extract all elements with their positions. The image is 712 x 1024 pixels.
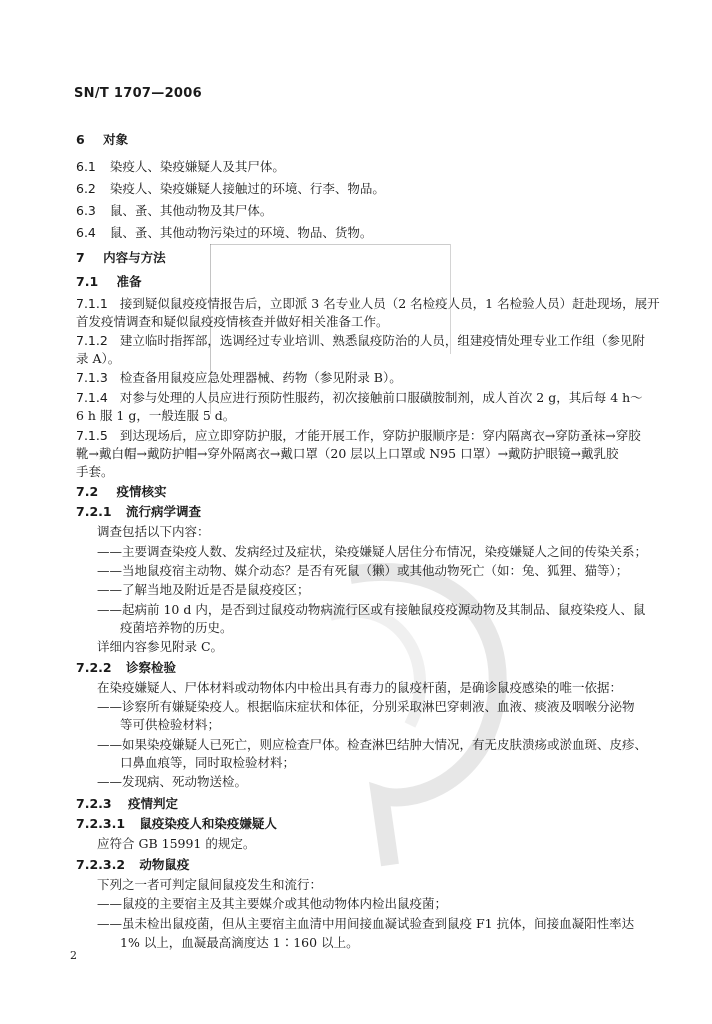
clause-text: 建立临时指挥部，选调经过专业培训、熟悉鼠疫防治的人员，组建疫情处理专业工作组（参见附 xyxy=(119,333,645,348)
clause-7-2-2-bullet2-line1: ——如果染疫嫌疑人已死亡，则应检查尸体。检查淋巴结肿大情况，有无皮肤溃疡或淤血斑、皮疹、 xyxy=(97,737,648,752)
clause-text: 染疫人、染疫嫌疑人接触过的环境、行李、物品。 xyxy=(109,181,385,196)
section-7-2-3-1-heading xyxy=(76,816,277,832)
heading-number: 7.2.2 xyxy=(76,660,112,675)
section-7-2-heading xyxy=(76,484,167,500)
page-number: 2 xyxy=(70,949,77,962)
heading-number: 7.2.3 xyxy=(76,796,112,811)
heading-number: 7 xyxy=(76,250,85,265)
heading-text: 内容与方法 xyxy=(103,250,166,265)
heading-number: 7.2 xyxy=(76,484,99,499)
clause-7-2-3-2-bullet2-line1: ——虽未检出鼠疫菌，但从主要宿主血清中用间接血凝试验查到鼠疫 F1 抗体，间接血凝阳性率达 xyxy=(97,916,635,931)
scan-artifact-line xyxy=(210,244,450,245)
clause-number: 6.1 xyxy=(76,159,96,174)
section-7-2-1-heading xyxy=(76,504,201,520)
standard-number: SN/T 1707—2006 xyxy=(74,86,202,101)
heading-text: 准备 xyxy=(116,274,142,289)
heading-number: 7.2.3.1 xyxy=(76,816,126,831)
heading-number: 7.2.3.2 xyxy=(76,857,126,872)
heading-text: 鼠疫染疫人和染疫嫌疑人 xyxy=(139,816,277,831)
clause-text: 接到疑似鼠疫疫情报告后，立即派 3 名专业人员（2 名检疫人员，1 名检验人员）赶赴现场，展开 xyxy=(119,296,660,311)
clause-text: 对参与处理的人员应进行预防性服药，初次接触前口服磺胺制剂，成人首次 2 g，其后每 4 h～ xyxy=(119,390,643,405)
clause-7-1-5-line2: 靴→戴白帽→戴防护帽→穿外隔离衣→戴口罩（20 层以上口罩或 N95 口罩）→戴防护眼镜→戴乳胶 xyxy=(76,446,619,461)
clause-number: 7.1.2 xyxy=(76,333,108,348)
clause-number: 7.1.1 xyxy=(76,296,108,311)
clause-7-2-1-outro: 详细内容参见附录 C。 xyxy=(97,639,224,654)
section-7-1-heading xyxy=(76,274,142,290)
clause-7-2-3-1-text: 应符合 GB 15991 的规定。 xyxy=(97,836,256,851)
item-6-3 xyxy=(76,203,272,219)
clause-7-2-3-2-intro: 下列之一者可判定鼠间鼠疫发生和流行： xyxy=(97,877,323,892)
clause-7-1-1-line2: 首发疫情调查和疑似鼠疫疫情核查并做好相关准备工作。 xyxy=(76,314,389,329)
clause-number: 7.1.3 xyxy=(76,370,108,385)
clause-text: 鼠、蚤、其他动物污染过的环境、物品、货物。 xyxy=(109,225,373,240)
clause-text: 染疫人、染疫嫌疑人及其尸体。 xyxy=(109,159,285,174)
section-7-2-3-heading xyxy=(76,796,178,812)
clause-7-2-2-bullet2-line2: 口鼻血痕等，同时取检验材料； xyxy=(120,755,296,770)
clause-number: 6.3 xyxy=(76,203,96,218)
clause-7-2-2-bullet3: ——发现病、死动物送检。 xyxy=(97,774,248,789)
clause-number: 7.1.5 xyxy=(76,428,108,443)
item-6-4 xyxy=(76,225,372,241)
heading-text: 对象 xyxy=(103,132,129,147)
clause-7-1-4-line2: 6 h 服 1 g，一般连服 5 d。 xyxy=(76,408,236,423)
clause-number: 6.2 xyxy=(76,181,96,196)
clause-7-1-4-line1 xyxy=(76,390,643,406)
clause-7-1-5-line3: 手套。 xyxy=(76,464,114,479)
clause-7-2-3-2-bullet2-line2: 1% 以上，血凝最高滴度达 1∶160 以上。 xyxy=(120,935,359,950)
heading-text: 动物鼠疫 xyxy=(139,857,190,872)
heading-number: 7.2.1 xyxy=(76,504,112,519)
clause-7-1-1-line1 xyxy=(76,296,660,312)
heading-text: 流行病学调查 xyxy=(125,504,201,519)
clause-7-2-1-intro: 调查包括以下内容： xyxy=(97,524,210,539)
clause-7-2-1-bullet4-line2: 疫菌培养物的历史。 xyxy=(120,620,233,635)
item-6-2 xyxy=(76,181,385,197)
heading-number: 7.1 xyxy=(76,274,99,289)
heading-text: 诊察检验 xyxy=(125,660,176,675)
clause-7-1-2-line2: 录 A）。 xyxy=(76,351,121,366)
clause-text: 鼠、蚤、其他动物及其尸体。 xyxy=(109,203,273,218)
heading-text: 疫情判定 xyxy=(127,796,178,811)
clause-text: 检查备用鼠疫应急处理器械、药物（参见附录 B）。 xyxy=(119,370,402,385)
heading-text: 疫情核实 xyxy=(116,484,167,499)
clause-7-2-2-bullet1-line2: 等可供检验材料； xyxy=(120,717,221,732)
clause-number: 7.1.4 xyxy=(76,390,108,405)
clause-7-2-2-bullet1-line1: ——诊察所有嫌疑染疫人。根据临床症状和体征，分别采取淋巴穿刺液、血液、痰液及咽喉分泌物 xyxy=(97,699,635,714)
section-7-heading xyxy=(76,250,166,266)
item-6-1 xyxy=(76,159,285,175)
clause-7-1-3 xyxy=(76,370,402,386)
clause-7-2-1-bullet1: ——主要调查染疫人数、发病经过及症状，染疫嫌疑人居住分布情况，染疫嫌疑人之间的传染关系； xyxy=(97,544,648,559)
heading-number: 6 xyxy=(76,132,85,147)
clause-7-2-3-2-bullet1: ——鼠疫的主要宿主及其主要媒介或其他动物体内检出鼠疫菌； xyxy=(97,896,448,911)
section-6-heading xyxy=(76,132,128,148)
section-7-2-3-2-heading xyxy=(76,857,189,873)
clause-text: 到达现场后，应立即穿防护服，才能开展工作，穿防护服顺序是：穿内隔离衣→穿防蚤袜→穿胶 xyxy=(119,428,641,443)
clause-7-2-1-bullet2: ——当地鼠疫宿主动物、媒介动态？是否有死鼠（獭）或其他动物死亡（如：兔、狐狸、猫等）； xyxy=(97,563,629,578)
clause-7-2-1-bullet4-line1: ——起病前 10 d 内，是否到过鼠疫动物病流行区或有接触鼠疫疫源动物及其制品、鼠疫染疫人、鼠 xyxy=(97,602,646,617)
clause-7-2-1-bullet3: ——了解当地及附近是否是鼠疫疫区； xyxy=(97,582,310,597)
clause-7-1-5-line1 xyxy=(76,428,641,444)
clause-number: 6.4 xyxy=(76,225,96,240)
section-7-2-2-heading xyxy=(76,660,176,676)
clause-7-1-2-line1 xyxy=(76,333,645,349)
clause-7-2-2-intro: 在染疫嫌疑人、尸体材料或动物体内中检出具有毒力的鼠疫杆菌，是确诊鼠疫感染的唯一依据： xyxy=(97,680,623,695)
